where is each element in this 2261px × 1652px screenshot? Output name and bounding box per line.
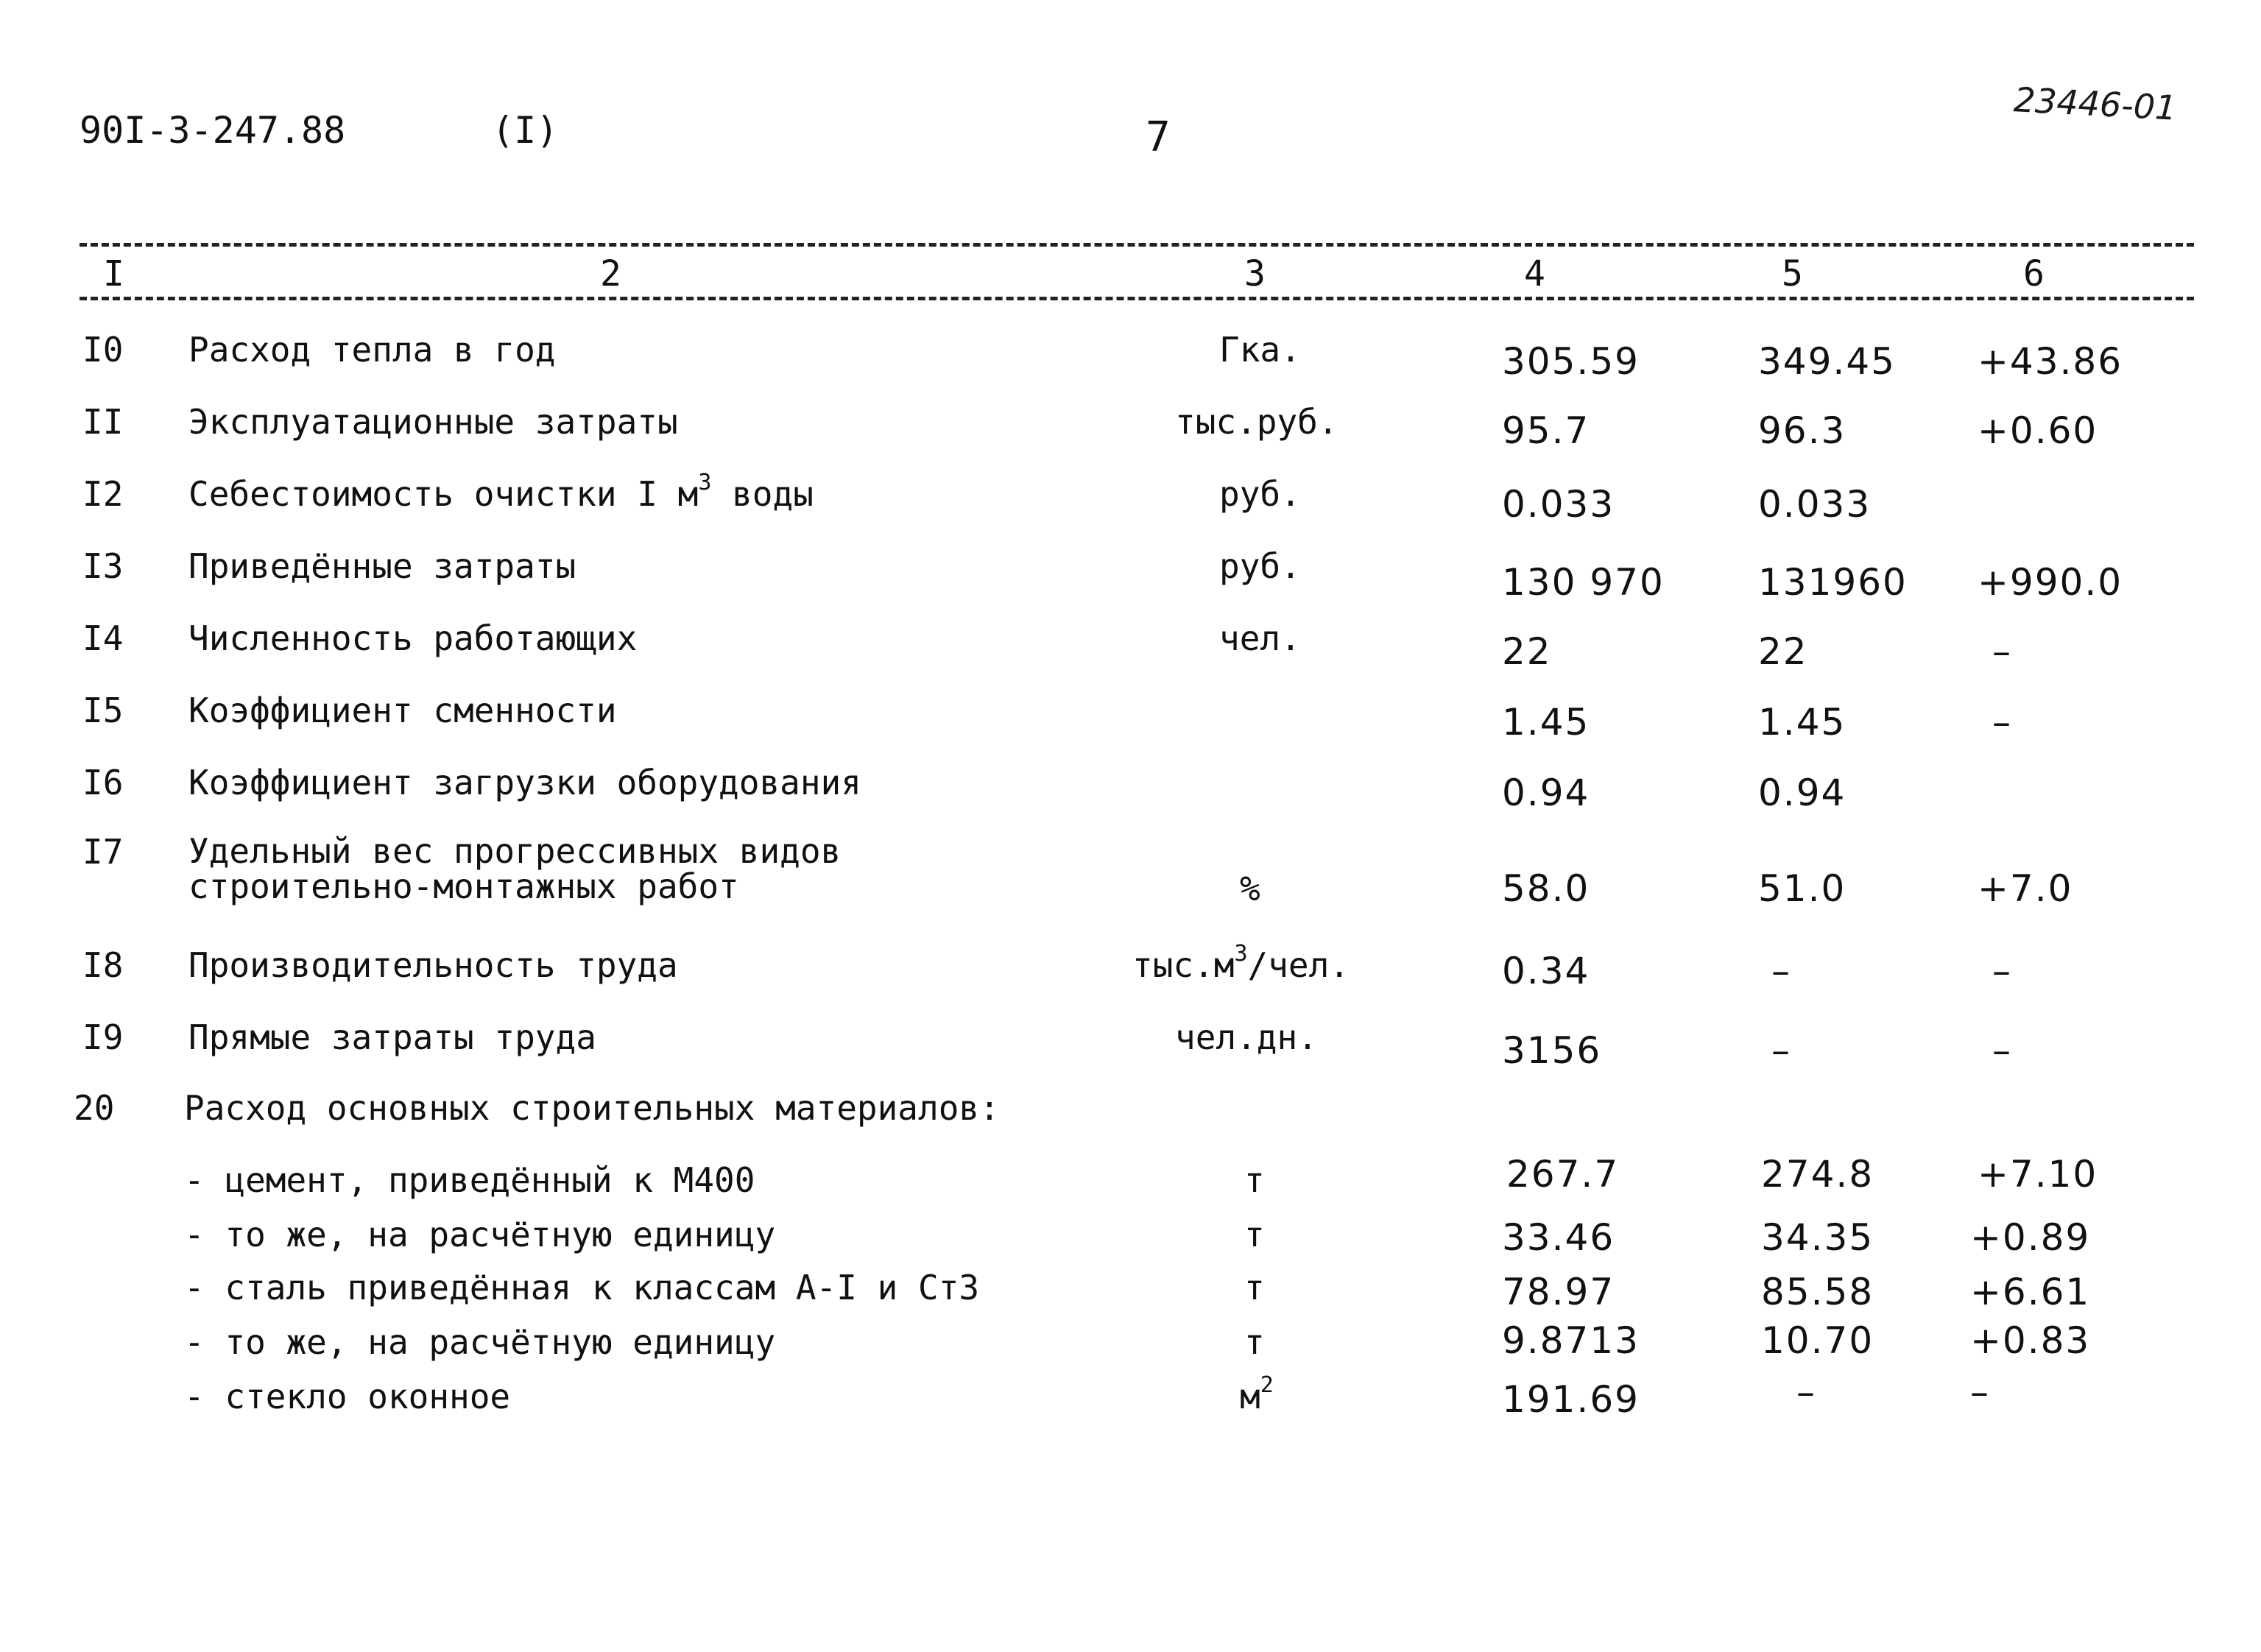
row-name: Коэффициент загрузки оборудования xyxy=(188,763,861,802)
value-project: 3156 xyxy=(1502,1029,1602,1072)
value-project: 0.94 xyxy=(1502,772,1590,814)
row-number: II xyxy=(82,402,124,442)
value-difference: – xyxy=(1992,950,2012,992)
row-name: Удельный вес прогрессивных видов строительно-монтажных работ xyxy=(188,831,842,906)
row-unit: $тыс.м^3$/чел. xyxy=(1132,941,1350,985)
material-value-analog: 10.70 xyxy=(1761,1319,1874,1362)
row-name: Эксплуатационные затраты xyxy=(188,402,678,442)
material-value-project: 191.69 xyxy=(1502,1378,1640,1421)
material-unit: т xyxy=(1244,1268,1265,1307)
column-number-4: 4 xyxy=(1524,253,1545,294)
value-project: 0.033 xyxy=(1502,483,1615,526)
row-number: I2 xyxy=(82,474,124,514)
row-number: I6 xyxy=(82,763,124,802)
material-name: - то же, на расчётную единицу xyxy=(184,1322,776,1362)
row-number: I0 xyxy=(82,330,124,370)
row-unit: % xyxy=(1240,869,1260,908)
column-number-2: 2 xyxy=(600,253,621,294)
material-unit: т xyxy=(1244,1215,1265,1254)
value-analog: 349.45 xyxy=(1758,340,1896,383)
material-value-analog: 85.58 xyxy=(1761,1271,1874,1313)
row-unit: тыс.руб. xyxy=(1175,402,1338,442)
inventory-stamp: 23446-01 xyxy=(2012,80,2178,128)
row-number: I5 xyxy=(82,691,124,730)
row-unit: чел.дн. xyxy=(1175,1017,1318,1057)
row-number: I8 xyxy=(82,945,124,985)
value-difference: – xyxy=(1992,701,2012,744)
row-unit: руб. xyxy=(1219,474,1301,514)
column-number-5: 5 xyxy=(1782,253,1803,294)
row-name: Себестоимость очистки I $м^3$ воды xyxy=(188,470,814,514)
row-number: I7 xyxy=(82,832,124,872)
value-analog: 22 xyxy=(1758,630,1808,673)
value-difference: +7.0 xyxy=(1978,867,2073,910)
row-name: Коэффициент сменности xyxy=(188,691,617,730)
value-analog: 96.3 xyxy=(1758,409,1846,452)
row-name: Прямые затраты труда xyxy=(188,1017,596,1057)
column-number-1: I xyxy=(103,253,124,294)
value-project: 95.7 xyxy=(1502,409,1590,452)
column-number-6: 6 xyxy=(2023,253,2045,294)
value-analog: 131960 xyxy=(1758,561,1908,604)
value-difference: – xyxy=(1992,1029,2012,1072)
value-difference: +0.60 xyxy=(1978,409,2098,452)
value-analog: – xyxy=(1771,950,1791,992)
value-analog: 0.94 xyxy=(1758,772,1846,814)
material-value-difference: +0.83 xyxy=(1970,1319,2091,1362)
column-number-3: 3 xyxy=(1244,253,1266,294)
row-number: I9 xyxy=(82,1017,124,1057)
page-number: 7 xyxy=(1146,113,1171,161)
material-value-difference: – xyxy=(1970,1371,1990,1413)
material-unit: $м^2$ xyxy=(1240,1372,1274,1416)
value-difference: +43.86 xyxy=(1978,340,2123,383)
material-unit: т xyxy=(1244,1322,1265,1362)
material-value-project: 9.8713 xyxy=(1502,1319,1640,1362)
row-number: 20 xyxy=(74,1088,115,1128)
row-number: I4 xyxy=(82,618,124,658)
material-name: - стекло оконное xyxy=(184,1377,511,1416)
row-name: Производительность труда xyxy=(188,945,678,985)
material-name: - сталь приведённая к классам А-I и Ст3 xyxy=(184,1268,980,1307)
row-number: I3 xyxy=(82,546,124,586)
row-unit: руб. xyxy=(1219,546,1301,586)
row-name: Численность работающих xyxy=(188,618,638,658)
document-code: 90I-3-247.88 xyxy=(80,109,346,152)
value-project: 58.0 xyxy=(1502,867,1590,910)
value-analog: 1.45 xyxy=(1758,701,1846,744)
row-name: Расход основных строительных материалов: xyxy=(184,1088,1000,1128)
row-name: Расход тепла в год xyxy=(188,330,556,370)
row-unit: Гка. xyxy=(1219,330,1301,370)
value-difference: – xyxy=(1992,630,2012,673)
value-difference: +990.0 xyxy=(1978,561,2123,604)
value-project: 305.59 xyxy=(1502,340,1640,383)
material-name: - то же, на расчётную единицу xyxy=(184,1215,776,1254)
material-value-analog: 34.35 xyxy=(1761,1216,1874,1259)
header-rule-top xyxy=(80,243,2194,247)
material-value-difference: +7.10 xyxy=(1978,1153,2098,1196)
value-analog: 51.0 xyxy=(1758,867,1846,910)
material-value-analog: – xyxy=(1796,1371,1816,1413)
row-name: Приведённые затраты xyxy=(188,546,576,586)
material-value-project: 33.46 xyxy=(1502,1216,1615,1259)
value-project: 0.34 xyxy=(1502,950,1590,992)
material-value-project: 78.97 xyxy=(1502,1271,1615,1313)
value-project: 1.45 xyxy=(1502,701,1590,744)
material-name: - цемент, приведённый к М400 xyxy=(184,1160,755,1200)
material-value-analog: 274.8 xyxy=(1761,1153,1874,1196)
document-part: (I) xyxy=(492,109,559,152)
value-analog: – xyxy=(1771,1029,1791,1072)
header-rule-bottom xyxy=(80,297,2194,300)
material-value-difference: +6.61 xyxy=(1970,1271,2091,1313)
value-project: 22 xyxy=(1502,630,1552,673)
material-value-project: 267.7 xyxy=(1506,1153,1620,1196)
material-unit: т xyxy=(1244,1160,1265,1200)
row-unit: чел. xyxy=(1219,618,1301,658)
value-project: 130 970 xyxy=(1502,561,1665,604)
value-analog: 0.033 xyxy=(1758,483,1872,526)
material-value-difference: +0.89 xyxy=(1970,1216,2091,1259)
